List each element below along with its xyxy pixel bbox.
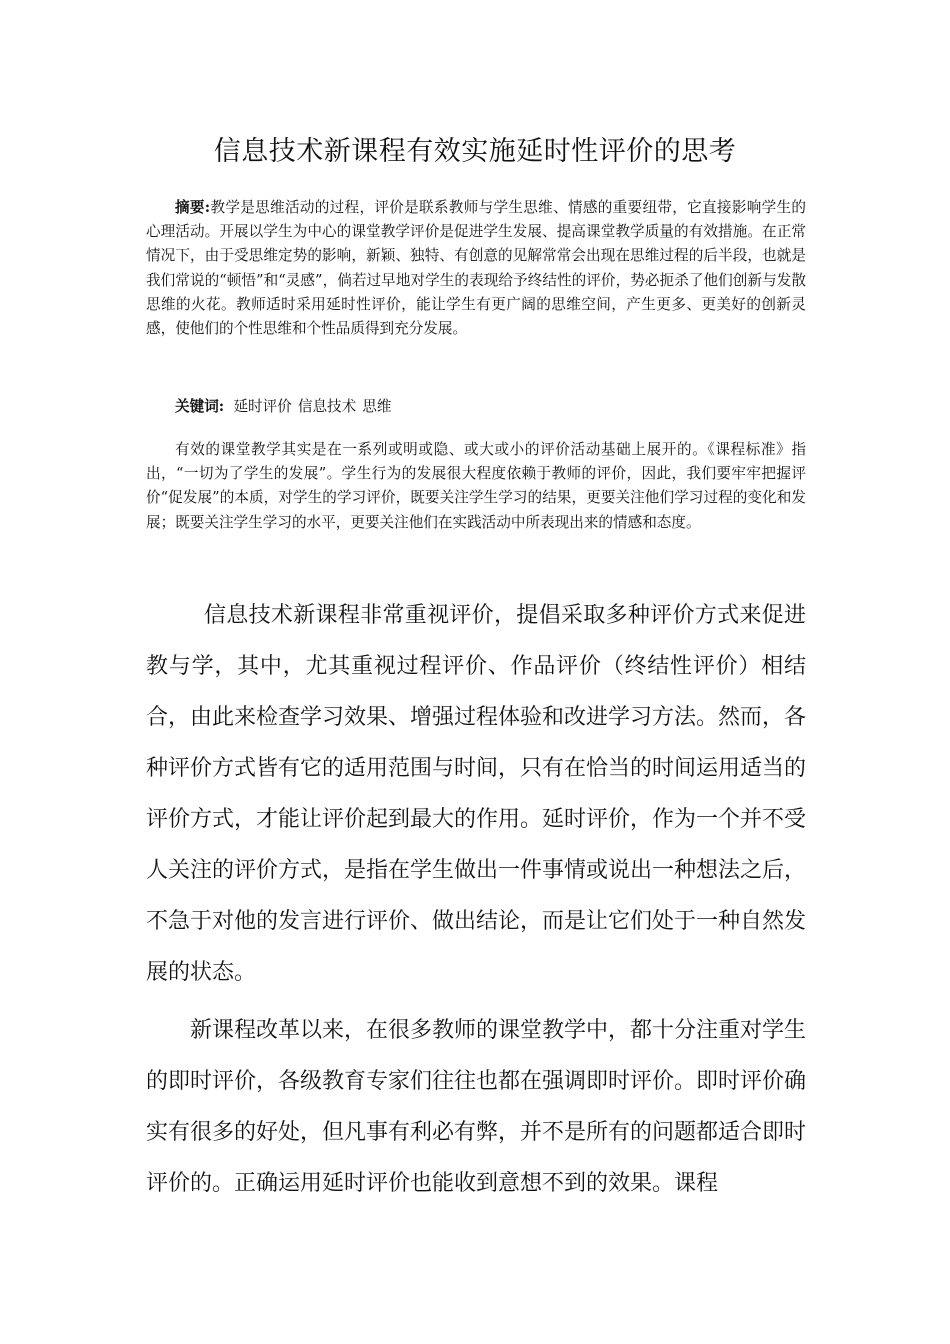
keywords-line — [175, 395, 397, 419]
keyword-item: 信息技术 — [297, 398, 357, 415]
abstract-paragraph — [146, 196, 806, 341]
intro-paragraph: 有效的课堂教学其实是在一系列或明或隐、或大或小的评价活动基础上展开的。《课程标准》指出，“一切为了学生的发展”。学生行为的发展很大程度依赖于教师的评价，因此，我们要牢牢把握评价“促发展”的本质，对学生的学习评价，既要关注学生学习的结果，更要关注他们学习过程的变化和发展；既要关注学生学习的水平，更要关注他们在实践活动中所表现出来的情感和态度。 — [146, 441, 806, 531]
document-title: 信息技术新课程有效实施延时性评价的思考 — [213, 136, 737, 167]
keyword-item: 延时评价 — [233, 398, 292, 415]
keyword-item: 思维 — [362, 398, 392, 415]
keywords-label: 关键词: — [175, 398, 225, 415]
abstract-label: 摘要: — [175, 199, 211, 216]
body-paragraph: 信息技术新课程非常重视评价，提倡采取多种评价方式来促进教与学，其中，尤其重视过程评价、作品评价（终结性评价）相结合，由此来检查学习效果、增强过程体验和改进学习方法。然而，各种评价方式皆有它的适用范围与时间，只有在恰当的时间运用适当的评价方式，才能让评价起到最大的作用。延时评价，作为一个并不受人关注的评价方式，是指在学生做出一件事情或说出一种想法之后，不急于对他的发言进行评价、做出结论，而是让它们处于一种自然发展的状态。 — [146, 603, 807, 985]
abstract-text: 教学是思维活动的过程，评价是联系教师与学生思维、情感的重要纽带，它直接影响学生的心理活动。开展以学生为中心的课堂教学评价是促进学生发展、提高课堂教学质量的有效措施。在正常情况下，由于受思维定势的影响，新颖、独特、有创意的见解常常会出现在思维过程的后半段，也就是我们常说的“顿悟”和“灵感”，倘若过早地对学生的表现给予终结性的评价，势必扼杀了他们创新与发散思维的火花。教师适时采用延时性评价，能让学生有更广阔的思维空间，产生更多、更美好的创新灵感，使他们的个性思维和个性品质得到充分发展。 — [146, 199, 806, 338]
body-paragraph: 新课程改革以来，在很多教师的课堂教学中，都十分注重对学生的即时评价，各级教育专家们往往也都在强调即时评价。即时评价确实有很多的好处，但凡事有利必有弊，并不是所有的问题都适合即时评价的。正确运用延时评价也能收到意想不到的效果。课程 — [146, 1018, 807, 1196]
